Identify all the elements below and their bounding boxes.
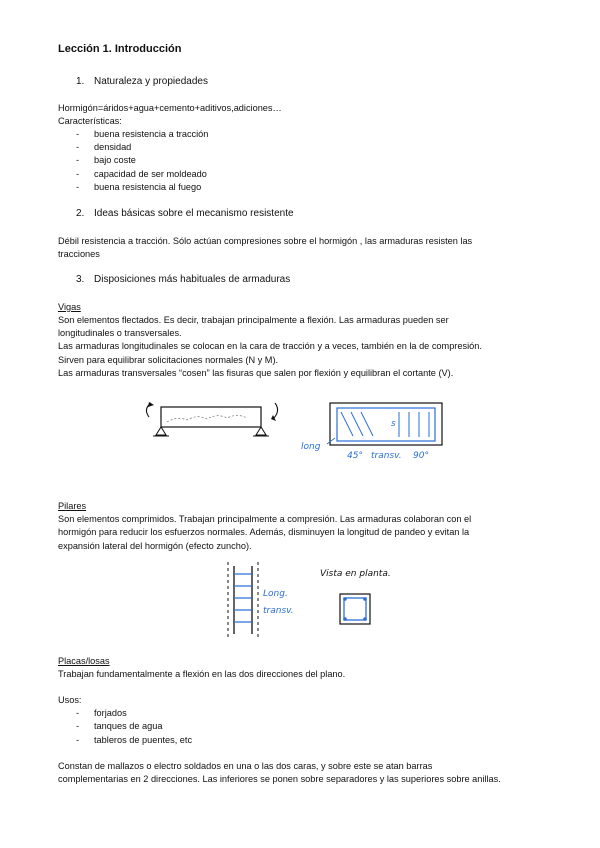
vigas-line: Son elementos flectados. Es decir, trabajan principalmente a flexión. Las armaduras pueden ser (58, 315, 449, 325)
characteristic-item: - buena resistencia a tracción (76, 129, 209, 139)
usos-item: - tableros de puentes, etc (76, 735, 193, 745)
construction-line: Constan de mallazos o electro soldados en una o las dos caras, y sobre este se atan barras (58, 761, 433, 771)
section-1-number: 1. (76, 76, 85, 87)
page-title: Lección 1. Introducción (58, 43, 182, 55)
column-plan-sketch (318, 562, 408, 632)
beam-reinforcement-sketch (295, 400, 455, 465)
characteristic-item: - bajo coste (76, 155, 136, 165)
angle-90-label: 90° (413, 451, 429, 461)
characteristic-item: - buena resistencia al fuego (76, 182, 202, 192)
section-1-title: Naturaleza y propiedades (94, 76, 208, 87)
pilares-line: expansión lateral del hormigón (efecto zuncho). (58, 541, 252, 551)
mechanism-line: tracciones (58, 249, 100, 259)
composition-line: Hormigón=áridos+agua+cemento+aditivos,adiciones… (58, 103, 282, 113)
usos-item: - tanques de agua (76, 721, 163, 731)
vigas-heading: Vigas (58, 302, 81, 312)
pilares-line: hormigón para reducir los esfuerzos normales. Además, disminuyen la longitud de pandeo y evitan la (58, 527, 470, 537)
usos-item: - forjados (76, 708, 127, 718)
vigas-line: longitudinales o transversales. (58, 328, 182, 338)
angle-45-label: 45° (347, 451, 363, 461)
column-elevation-sketch (220, 560, 320, 645)
construction-line: complementarias en 2 direcciones. Las inferiores se ponen sobre separadores y las superiores sobre anillas. (58, 774, 501, 784)
long-label: long (301, 442, 321, 452)
vigas-line: Las armaduras transversales “cosen” las fisuras que salen por flexión y equilibran el cortante (V). (58, 368, 454, 378)
placas-heading: Placas/losas (58, 656, 110, 666)
column-long-label: Long. (263, 589, 288, 599)
section-3-heading: 3. Disposiciones más habituales de armaduras (76, 274, 291, 285)
pilares-heading: Pilares (58, 501, 87, 511)
column-transv-label: transv. (263, 606, 294, 616)
mechanism-line: Débil resistencia a tracción. Sólo actúan compresiones sobre el hormigón , las armaduras resisten las (58, 236, 473, 246)
pilares-line: Son elementos comprimidos. Trabajan principalmente a compresión. Las armaduras colaboran con el (58, 514, 472, 524)
characteristic-item: - capacidad de ser moldeado (76, 169, 207, 179)
vigas-line: Sirven para equilibrar solicitaciones normales (N y M). (58, 355, 279, 365)
placas-line: Trabajan fundamentalmente a flexión en las dos direcciones del plano. (58, 669, 346, 679)
section-1-heading (76, 76, 208, 88)
transv-label: transv. (371, 451, 402, 461)
characteristic-item: - densidad (76, 142, 132, 152)
characteristics-label: Características: (58, 116, 122, 126)
vigas-line: Las armaduras longitudinales se colocan en la cara de tracción y a veces, también en la de compresión. (58, 341, 482, 351)
plan-view-label: Vista en planta. (320, 569, 391, 579)
section-2-heading: 2. Ideas básicas sobre el mecanismo resistente (76, 208, 294, 219)
spacing-label: s (391, 419, 396, 429)
beam-sketch (135, 395, 295, 445)
usos-label: Usos: (58, 695, 82, 705)
